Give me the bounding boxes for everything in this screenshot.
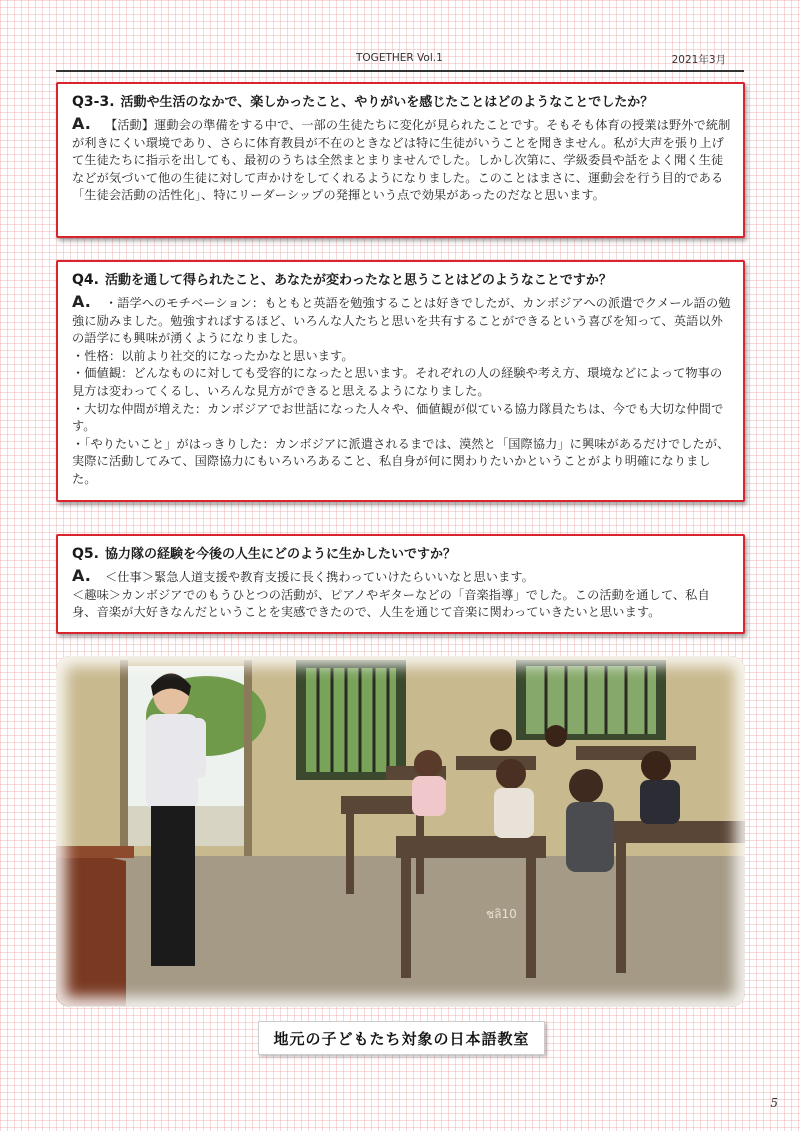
header-rule xyxy=(56,70,744,72)
question-text: 活動を通して得られたこと、あなたが変わったなと思うことはどのようなことですか？ xyxy=(104,273,612,288)
classroom-illustration xyxy=(56,656,745,1007)
question xyxy=(72,544,731,565)
answer-paragraph: ・価値観：どんなものに対しても受容的になったと思います。それぞれの人の経験や考え方、環境などによって物事の見方は変わってくるし、いろんな見方ができると思えるようになりました。 xyxy=(72,366,723,398)
newsletter-title: TOGETHER Vol.1 xyxy=(356,52,443,64)
answer-text: 【活動】運動会の準備をする中で、一部の生徒たちに変化が見られたことです。そもそも体育の授業は野外で統制が利きにくい環境であり、さらに体育教員が不在のときなどは特に生徒がいうことを聞きません。私が大声を張り上げて生徒たちに指示を出しても、最初のうちは全然まとまりませんでした。しかし次第に、学級委員や話をよく聞く生徒などが気づいて他の生徒に対して声かけをしてくれるようになりました。このことはまさに、運動会を行う目的である「生徒会活動の活性化」、特にリーダーシップの発揮という点で効果があったのだなと思います。 xyxy=(72,118,731,203)
answer-mark: A. xyxy=(72,114,91,133)
answer xyxy=(72,115,731,205)
question-number: Q3-3. xyxy=(72,94,115,110)
answer-text: ＜仕事＞緊急人道支援や教育支援に長く携わっていけたらいいなと思います。 xyxy=(104,570,534,584)
answer-paragraph xyxy=(72,567,731,587)
question-text: 活動や生活のなかで、楽しかったこと、やりがいを感じたことはどのようなことでしたか？ xyxy=(120,95,654,110)
photo-caption: 地元の子どもたち対象の日本語教室 xyxy=(258,1021,545,1055)
answer-text: ・語学へのモチベーション：もともと英語を勉強することは好きでしたが、カンボジアへの派遣でクメール語の勉強に励みました。勉強すればするほど、いろんな人たちと思いを共有することができるという喜びを知って、英語以外の語学にも興味が湧くようになりました。 xyxy=(72,296,731,346)
qa-box-q4 xyxy=(56,260,745,502)
answer-paragraph: ＜趣味＞カンボジアでのもうひとつの活動が、ピアノやギターなどの「音楽指導」でした。この活動を通して、私自身、音楽が大好きなんだということを実感できたので、人生を通じて音楽に関わっていきたいと思います。 xyxy=(72,587,710,620)
answer-mark: A. xyxy=(72,566,91,585)
answer-paragraph: ・大切な仲間が増えた：カンボジアでお世話になった人々や、価値観が似ている協力隊員たちは、今でも大切な仲間です。 xyxy=(72,401,724,434)
qa-box-q5 xyxy=(56,534,745,634)
classroom-photo xyxy=(56,656,745,1007)
answer-paragraph xyxy=(72,293,731,348)
door-frame xyxy=(120,660,128,856)
question-text: 協力隊の経験を今後の人生にどのように生かしたいですか？ xyxy=(104,547,456,562)
answer xyxy=(72,293,731,489)
answer xyxy=(72,567,731,622)
question xyxy=(72,92,731,113)
desk-scribble: ชลิ10 xyxy=(486,907,517,921)
question-number: Q4. xyxy=(72,272,99,288)
answer-paragraph: ・「やりたいこと」がはっきりした：カンボジアに派遣されるまでは、漠然と「国際協力」に興味があるだけでしたが、実際に活動してみて、国際協力にもいろいろあること、私自身が何に関わりたいかということがより明確になりました。 xyxy=(72,436,730,486)
answer-paragraph: ・性格：以前より社交的になったかなと思います。 xyxy=(72,348,354,363)
question-number: Q5. xyxy=(72,546,99,562)
qa-box-q3-3 xyxy=(56,82,745,238)
page-header xyxy=(56,48,744,68)
question xyxy=(72,270,731,291)
page-number: 5 xyxy=(770,1096,778,1110)
issue-date: 2021年3月 xyxy=(671,54,726,66)
door-frame xyxy=(244,660,252,856)
answer-mark: A. xyxy=(72,292,91,311)
answer-paragraph xyxy=(72,115,731,205)
table-foreground xyxy=(56,846,134,1006)
